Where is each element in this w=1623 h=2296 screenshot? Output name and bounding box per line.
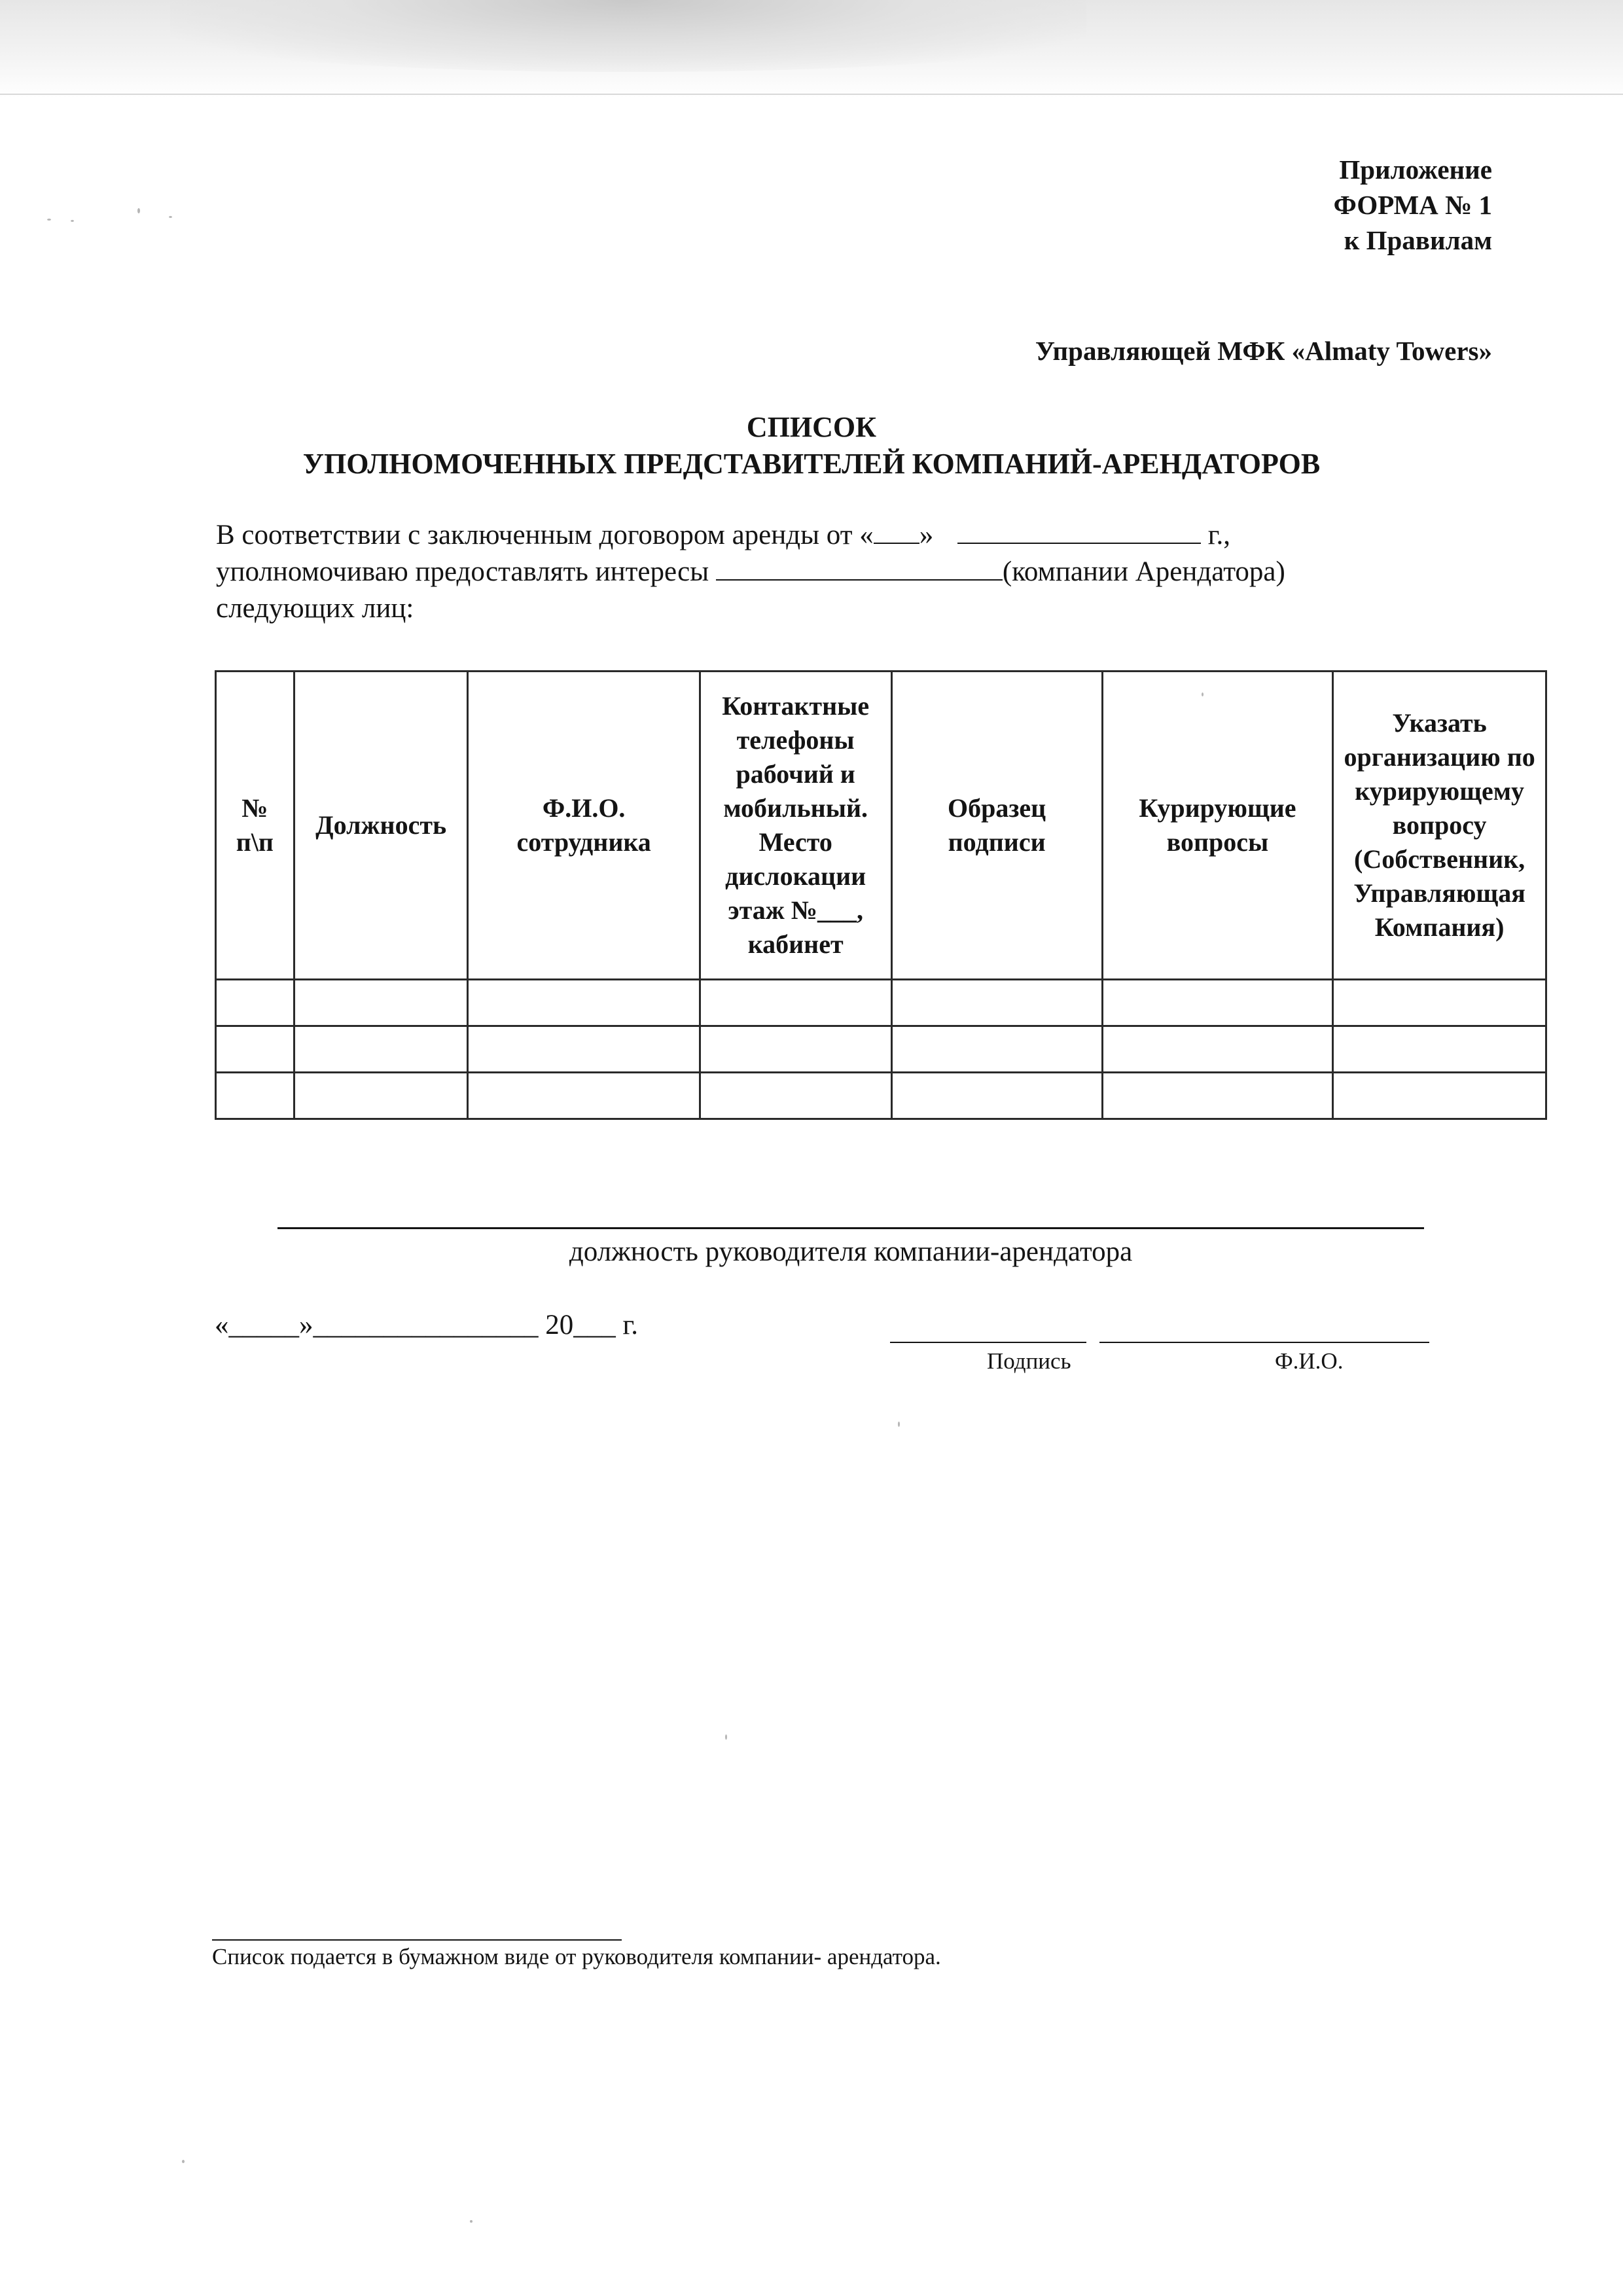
contract-day-field[interactable]	[874, 518, 919, 544]
table-cell[interactable]	[700, 1073, 891, 1119]
appendix-line: Приложение	[1339, 154, 1492, 185]
col-header-contacts: Контактные телефоны рабочий и мобильный. Место дислокации этаж №___, кабинет	[700, 672, 891, 980]
full-name-field[interactable]	[1099, 1342, 1429, 1343]
intro-line-1	[216, 517, 1285, 554]
title-line-2: УПОЛНОМОЧЕННЫХ ПРЕДСТАВИТЕЛЕЙ КОМПАНИЙ-АРЕНДАТОРОВ	[302, 448, 1321, 480]
table-cell[interactable]	[1102, 1073, 1333, 1119]
addressee: Управляющей МФК «Almaty Towers»	[1035, 336, 1492, 366]
scan-speck	[137, 208, 140, 213]
scan-speck	[725, 1734, 727, 1740]
appendix-line: к Правилам	[1344, 225, 1492, 255]
full-name-label: Ф.И.О.	[1275, 1348, 1344, 1374]
table-row	[216, 1073, 1546, 1119]
table-header-row	[216, 672, 1546, 980]
table-cell[interactable]	[216, 1026, 294, 1073]
signature-field[interactable]	[890, 1342, 1086, 1343]
footnote: Список подается в бумажном виде от руководителя компании- арендатора.	[212, 1944, 941, 1969]
col-header-organization: Указать организацию по курирующему вопросу (Собственник, Управляющая Компания)	[1333, 672, 1546, 980]
table-cell[interactable]	[216, 980, 294, 1026]
signature-label: Подпись	[987, 1348, 1071, 1374]
table-cell[interactable]	[1333, 1073, 1546, 1119]
intro-text: уполномочиваю предоставлять интересы	[216, 556, 709, 587]
intro-text: (компании Арендатора)	[1002, 556, 1285, 587]
intro-line-2	[216, 554, 1285, 590]
col-header-number: № п\п	[216, 672, 294, 980]
scan-speck	[169, 216, 172, 218]
scan-speck	[47, 219, 51, 221]
table-cell[interactable]	[468, 980, 700, 1026]
form-number: ФОРМА № 1	[1333, 190, 1492, 220]
appendix-header	[1334, 152, 1492, 258]
intro-text: г.,	[1207, 520, 1231, 550]
scan-speck	[1202, 692, 1204, 696]
table-cell[interactable]	[1333, 980, 1546, 1026]
table-row	[216, 980, 1546, 1026]
table-cell[interactable]	[1333, 1026, 1546, 1073]
table-cell[interactable]	[700, 1026, 891, 1073]
table-row	[216, 1026, 1546, 1073]
scan-speck	[470, 2220, 473, 2223]
title-line-1: СПИСОК	[746, 411, 877, 443]
table-cell[interactable]	[891, 1026, 1102, 1073]
intro-text: В соответствии с заключенным договором аренды от «	[216, 520, 874, 550]
table-cell[interactable]	[891, 1073, 1102, 1119]
table-cell[interactable]	[294, 1073, 468, 1119]
company-name-field[interactable]	[716, 554, 1003, 581]
footnote-divider	[212, 1939, 622, 1941]
table-cell[interactable]	[700, 980, 891, 1026]
scan-speck	[71, 220, 74, 222]
contract-date-field[interactable]	[957, 518, 1201, 544]
table-cell[interactable]	[891, 980, 1102, 1026]
table-cell[interactable]	[294, 1026, 468, 1073]
table-cell[interactable]	[468, 1026, 700, 1073]
document-title	[0, 409, 1623, 482]
intro-line-3: следующих лиц:	[216, 593, 414, 624]
scan-artifact	[170, 0, 1086, 72]
intro-text: »	[919, 520, 934, 550]
table-cell[interactable]	[1102, 1026, 1333, 1073]
position-signature-line[interactable]	[277, 1227, 1424, 1229]
position-caption: должность руководителя компании-арендатора	[569, 1236, 1133, 1267]
col-header-full-name: Ф.И.О. сотрудника	[468, 672, 700, 980]
scan-edge-line	[0, 94, 1623, 95]
scan-speck	[898, 1422, 900, 1427]
scan-speck	[182, 2160, 185, 2163]
col-header-supervised-issues: Курирующие вопросы	[1102, 672, 1333, 980]
table-cell[interactable]	[216, 1073, 294, 1119]
table-cell[interactable]	[294, 980, 468, 1026]
col-header-position: Должность	[294, 672, 468, 980]
table-cell[interactable]	[1102, 980, 1333, 1026]
representatives-table	[215, 670, 1547, 1120]
intro-paragraph	[216, 517, 1285, 627]
signing-date-field[interactable]: «_____»________________ 20___ г.	[215, 1310, 639, 1340]
col-header-signature-sample: Образец подписи	[891, 672, 1102, 980]
table-cell[interactable]	[468, 1073, 700, 1119]
